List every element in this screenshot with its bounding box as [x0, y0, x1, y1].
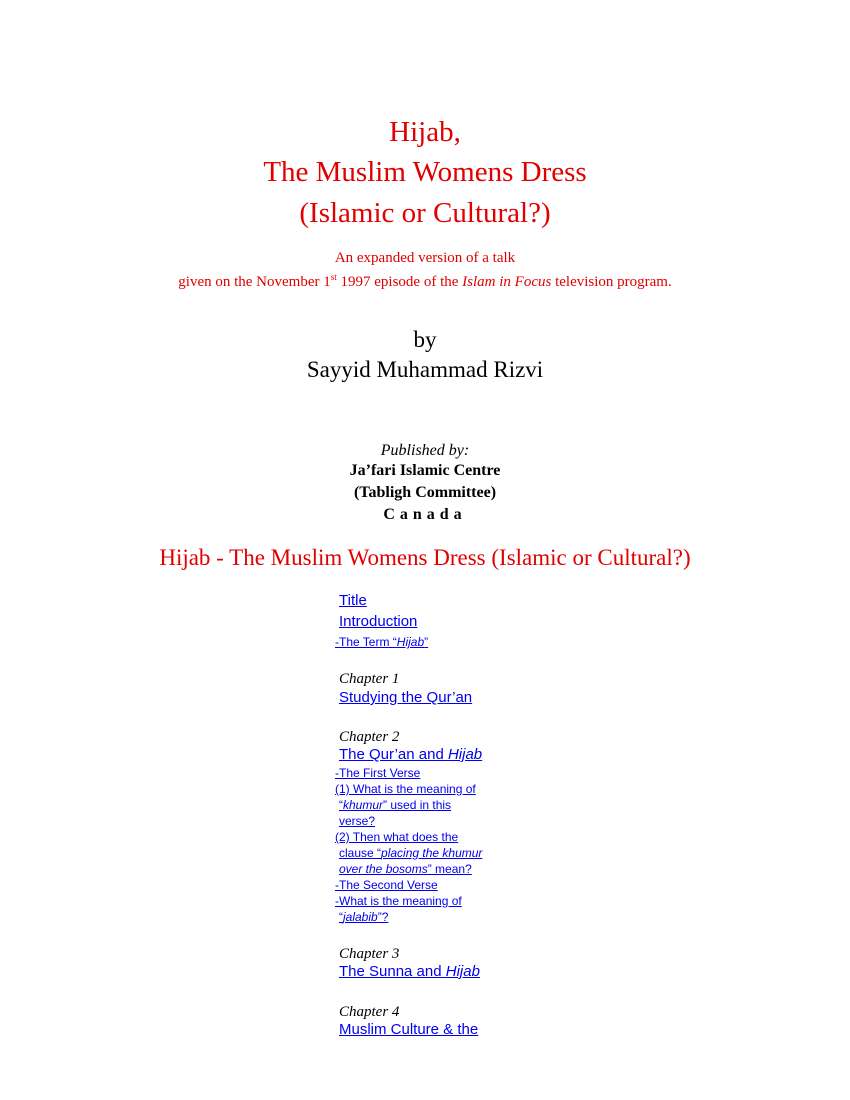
toc-link-clause-q2-end[interactable]: over the bosoms” mean? [339, 862, 472, 876]
toc-link-quran-and-hijab[interactable]: The Qur’an and Hijab [339, 746, 483, 763]
toc-link-sunna-and-hijab[interactable]: The Sunna and Hijab [339, 963, 480, 980]
toc-link-first-verse[interactable]: -The First Verse [335, 766, 421, 780]
subtitle-line-1: An expanded version of a talk [334, 250, 516, 266]
toc-link-khumur-q1[interactable]: (1) What is the meaning of [335, 782, 476, 796]
program-name: Islam in Focus [462, 274, 552, 290]
toc-link-term-hijab[interactable]: -The Term “Hijab” [335, 635, 429, 649]
toc-link-clause-q2-cont[interactable]: clause “placing the khumur [339, 846, 483, 860]
toc-link-khumur-q1-cont[interactable]: “khumur” used in this [339, 798, 452, 812]
toc-link-khumur-q1-end[interactable]: verse? [339, 814, 376, 828]
subtitle-line-2: given on the November 1st 1997 episode of the Islam in Focus television program. [178, 272, 672, 290]
chapter-3-label: Chapter 3 [339, 946, 400, 962]
toc-link-second-verse[interactable]: -The Second Verse [335, 878, 438, 892]
published-by-label: Published by: [380, 442, 470, 459]
toc-link-introduction[interactable]: Introduction [339, 613, 418, 630]
title-line-1: Hijab, [389, 116, 461, 148]
toc-heading: Hijab - The Muslim Womens Dress (Islamic or Cultural?) [159, 545, 691, 570]
chapter-4-label: Chapter 4 [339, 1004, 400, 1020]
toc-link-clause-q2[interactable]: (2) Then what does the [335, 830, 459, 844]
publisher-name: Ja’fari Islamic Centre [349, 462, 501, 479]
toc-link-studying-quran[interactable]: Studying the Qur’an [339, 689, 473, 706]
toc-link-jalabib[interactable]: -What is the meaning of [335, 894, 462, 908]
chapter-2-label: Chapter 2 [339, 729, 400, 745]
title-line-3: (Islamic or Cultural?) [299, 197, 551, 229]
publisher-country: Canada [383, 506, 467, 523]
toc-link-muslim-culture[interactable]: Muslim Culture & the [339, 1021, 479, 1038]
publisher-committee: (Tabligh Committee) [353, 484, 497, 501]
chapter-1-label: Chapter 1 [339, 671, 400, 687]
toc-link-title[interactable]: Title [339, 592, 367, 609]
title-line-2: The Muslim Womens Dress [263, 156, 587, 188]
by-label: by [413, 327, 437, 352]
toc-link-jalabib-cont[interactable]: “jalabib”? [339, 910, 389, 924]
author-name: Sayyid Muhammad Rizvi [306, 357, 544, 382]
